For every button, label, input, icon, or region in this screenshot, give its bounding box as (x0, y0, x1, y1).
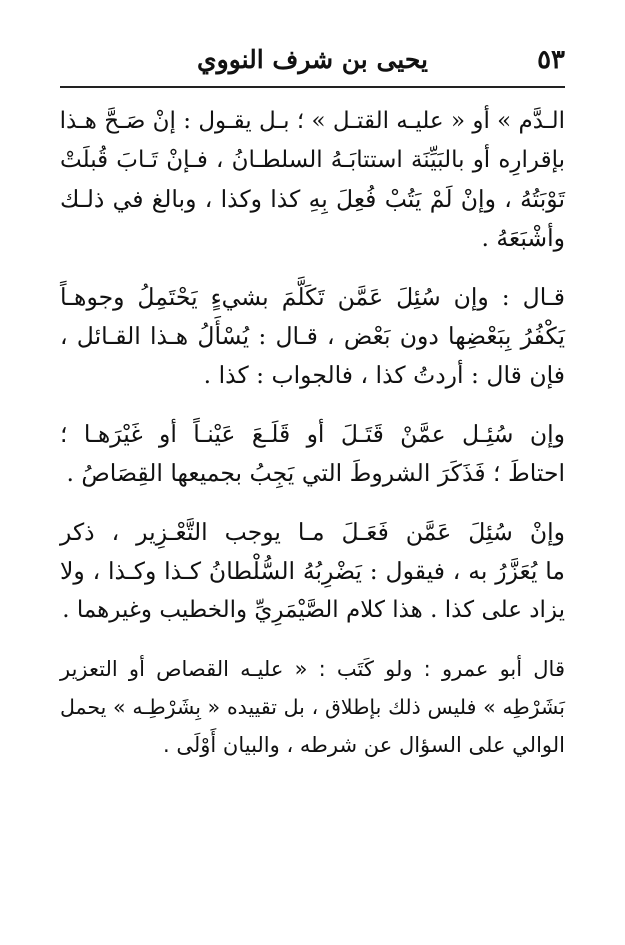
text-line: وإن سُئِـل عمَّنْ قَتَـلَ أو قَلَـعَ عَيْنـاً أو غَيْرَهـا ؛ (60, 420, 565, 448)
text-line: يزاد على كذا . هذا كلام الصَّيْمَرِيِّ والخطيب وغيرهما . (62, 597, 565, 623)
text-line: يَكْفُرُ بِبَعْضِها دون بَعْض ، قـال : يُسْأَلُ هـذا القـائل ، (60, 322, 565, 350)
running-head (60, 40, 565, 84)
text-line: بإقرارِه أو بالبَيِّنَة استتابَـهُ السلطـانُ ، فـإنْ تَـابَ قُبلَتْ (60, 147, 565, 173)
text-line: تَوْبَتُهُ ، وإنْ لَمْ يَتُبْ فُعِلَ بِهِ كذا وكذا ، وبالغ في ذلـك (60, 185, 565, 213)
paragraph-gap (60, 395, 565, 415)
running-title: يحيى بن شرف النووي (197, 45, 428, 74)
paragraph-gap (60, 630, 565, 650)
text-line: قال أبو عمرو : ولو كَتَب : « عليـه القصاص أو التعزير (60, 657, 565, 681)
paragraph (60, 415, 565, 493)
paragraph-gap (60, 493, 565, 513)
text-line: قـال : وإن سُئِلَ عَمَّن تَكَلَّمَ بشيءٍ يَحْتَمِلُ وجوهـاً (60, 283, 565, 311)
text-line: الـدَّم » أو « عليـه القتـل » ؛ بـل يقـول : إنْ صَـحَّ هـذا (59, 108, 565, 134)
page-number: ٥٣ (537, 45, 565, 75)
text-line: بَشَرْطِه » فليس ذلك بإطلاق ، بل تقييده « بِشَرْطِـه » يحمل (60, 695, 565, 719)
text-line: فإن قال : أردتُ كذا ، فالجواب : كذا . (203, 361, 565, 389)
footnote-paragraph (60, 650, 565, 764)
paragraph (60, 278, 565, 395)
text-line: وأشْبَعَهُ . (481, 224, 565, 252)
paragraph (60, 102, 565, 258)
text-line: وإنْ سُئِلَ عَمَّن فَعَـلَ مـا يوجب التَّعْـزِير ، ذكر (60, 518, 565, 546)
text-line: الوالي على السؤال عن شرطه ، والبيان أَوْلَى . (163, 733, 565, 757)
header-rule (60, 86, 565, 88)
body-text (60, 102, 565, 764)
text-line: احتاطَ ؛ فَذَكَرَ الشروطَ التي يَجِبُ بجميعها القِصَاصُ . (66, 459, 565, 487)
paragraph (60, 513, 565, 630)
paragraph-gap (60, 258, 565, 278)
text-line: ما يُعَزَّرُ به ، فيقول : يَضْرِبُهُ السُّلْطانُ كـذا وكـذا ، ولا (60, 557, 565, 585)
